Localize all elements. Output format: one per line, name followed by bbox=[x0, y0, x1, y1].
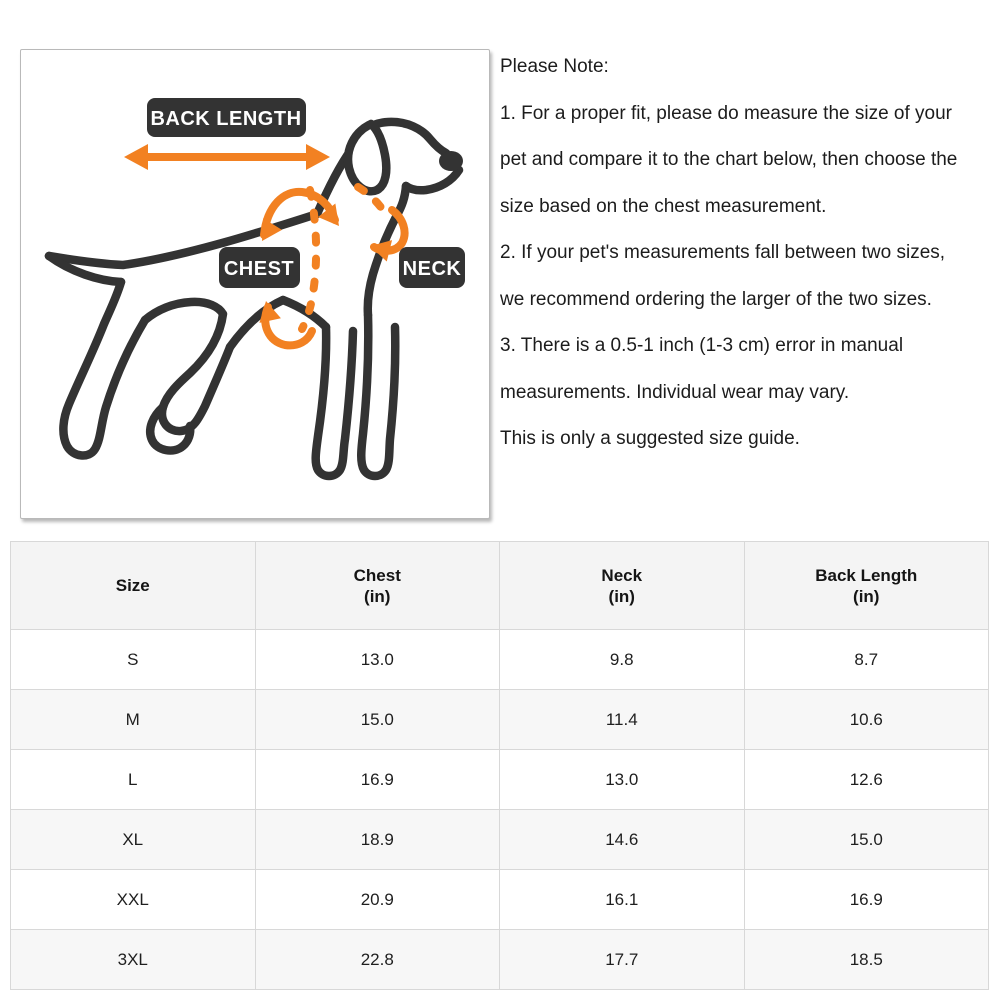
notes bbox=[500, 44, 1000, 463]
notes-title: Please Note: bbox=[500, 56, 609, 77]
value-cell: 13.0 bbox=[500, 750, 745, 810]
value-cell: 20.9 bbox=[255, 870, 500, 930]
size-chart-body bbox=[11, 630, 989, 990]
size-cell: 3XL bbox=[11, 930, 256, 990]
note-line: we recommend ordering the larger of the two sizes. bbox=[500, 288, 932, 310]
column-header-neck bbox=[500, 542, 745, 630]
size-cell: S bbox=[11, 630, 256, 690]
value-cell: 11.4 bbox=[500, 690, 745, 750]
back-length-label: BACK LENGTH bbox=[150, 108, 302, 130]
measurement-diagram bbox=[20, 49, 490, 519]
note-line: This is only a suggested size guide. bbox=[500, 428, 800, 449]
size-cell: L bbox=[11, 750, 256, 810]
value-cell: 15.0 bbox=[255, 690, 500, 750]
table-row-3xl bbox=[11, 930, 989, 990]
column-label: Chest bbox=[353, 565, 401, 585]
size-chart-table bbox=[10, 541, 989, 990]
value-cell: 17.7 bbox=[500, 930, 745, 990]
column-header-chest bbox=[255, 542, 500, 630]
table-row-xxl bbox=[11, 870, 989, 930]
dog-outline bbox=[49, 122, 459, 476]
chest-label: CHEST bbox=[223, 258, 295, 280]
value-cell: 22.8 bbox=[255, 930, 500, 990]
header-row bbox=[11, 542, 989, 630]
value-cell: 15.0 bbox=[744, 810, 989, 870]
column-unit: (in) bbox=[853, 586, 880, 606]
size-cell: XL bbox=[11, 810, 256, 870]
note-line: size based on the chest measurement. bbox=[500, 195, 827, 217]
dog-nose bbox=[439, 151, 463, 171]
note-line: measurements. Individual wear may vary. bbox=[500, 381, 850, 403]
column-label: Size bbox=[115, 576, 150, 595]
value-cell: 12.6 bbox=[744, 750, 989, 810]
dog-ear bbox=[348, 124, 386, 191]
table-row-m bbox=[11, 690, 989, 750]
value-cell: 13.0 bbox=[255, 630, 500, 690]
column-header-size bbox=[11, 542, 256, 630]
note-line: pet and compare it to the chart below, then choose the bbox=[500, 149, 958, 170]
value-cell: 16.9 bbox=[744, 870, 989, 930]
column-label: Back Length bbox=[815, 565, 918, 585]
note-line: 2. If your pet's measurements fall between two sizes, bbox=[500, 242, 946, 263]
value-cell: 10.6 bbox=[744, 690, 989, 750]
size-chart-header bbox=[11, 542, 989, 630]
note-line: 3. There is a 0.5-1 inch (1-3 cm) error in manual bbox=[500, 335, 904, 356]
value-cell: 8.7 bbox=[744, 630, 989, 690]
value-cell: 16.1 bbox=[500, 870, 745, 930]
table-row-l bbox=[11, 750, 989, 810]
table-row-xl bbox=[11, 810, 989, 870]
column-unit: (in) bbox=[364, 586, 391, 606]
value-cell: 16.9 bbox=[255, 750, 500, 810]
value-cell: 14.6 bbox=[500, 810, 745, 870]
value-cell: 9.8 bbox=[500, 630, 745, 690]
column-label: Neck bbox=[601, 565, 643, 585]
column-header-back-length bbox=[744, 542, 989, 630]
note-line: 1. For a proper fit, please do measure the size of your bbox=[500, 102, 953, 124]
value-cell: 18.9 bbox=[255, 810, 500, 870]
value-cell: 18.5 bbox=[744, 930, 989, 990]
column-unit: (in) bbox=[608, 586, 635, 606]
table-row-s bbox=[11, 630, 989, 690]
dog-measurement-illustration bbox=[21, 50, 489, 518]
size-cell: XXL bbox=[11, 870, 256, 930]
neck-label: NECK bbox=[402, 258, 462, 280]
size-cell: M bbox=[11, 690, 256, 750]
